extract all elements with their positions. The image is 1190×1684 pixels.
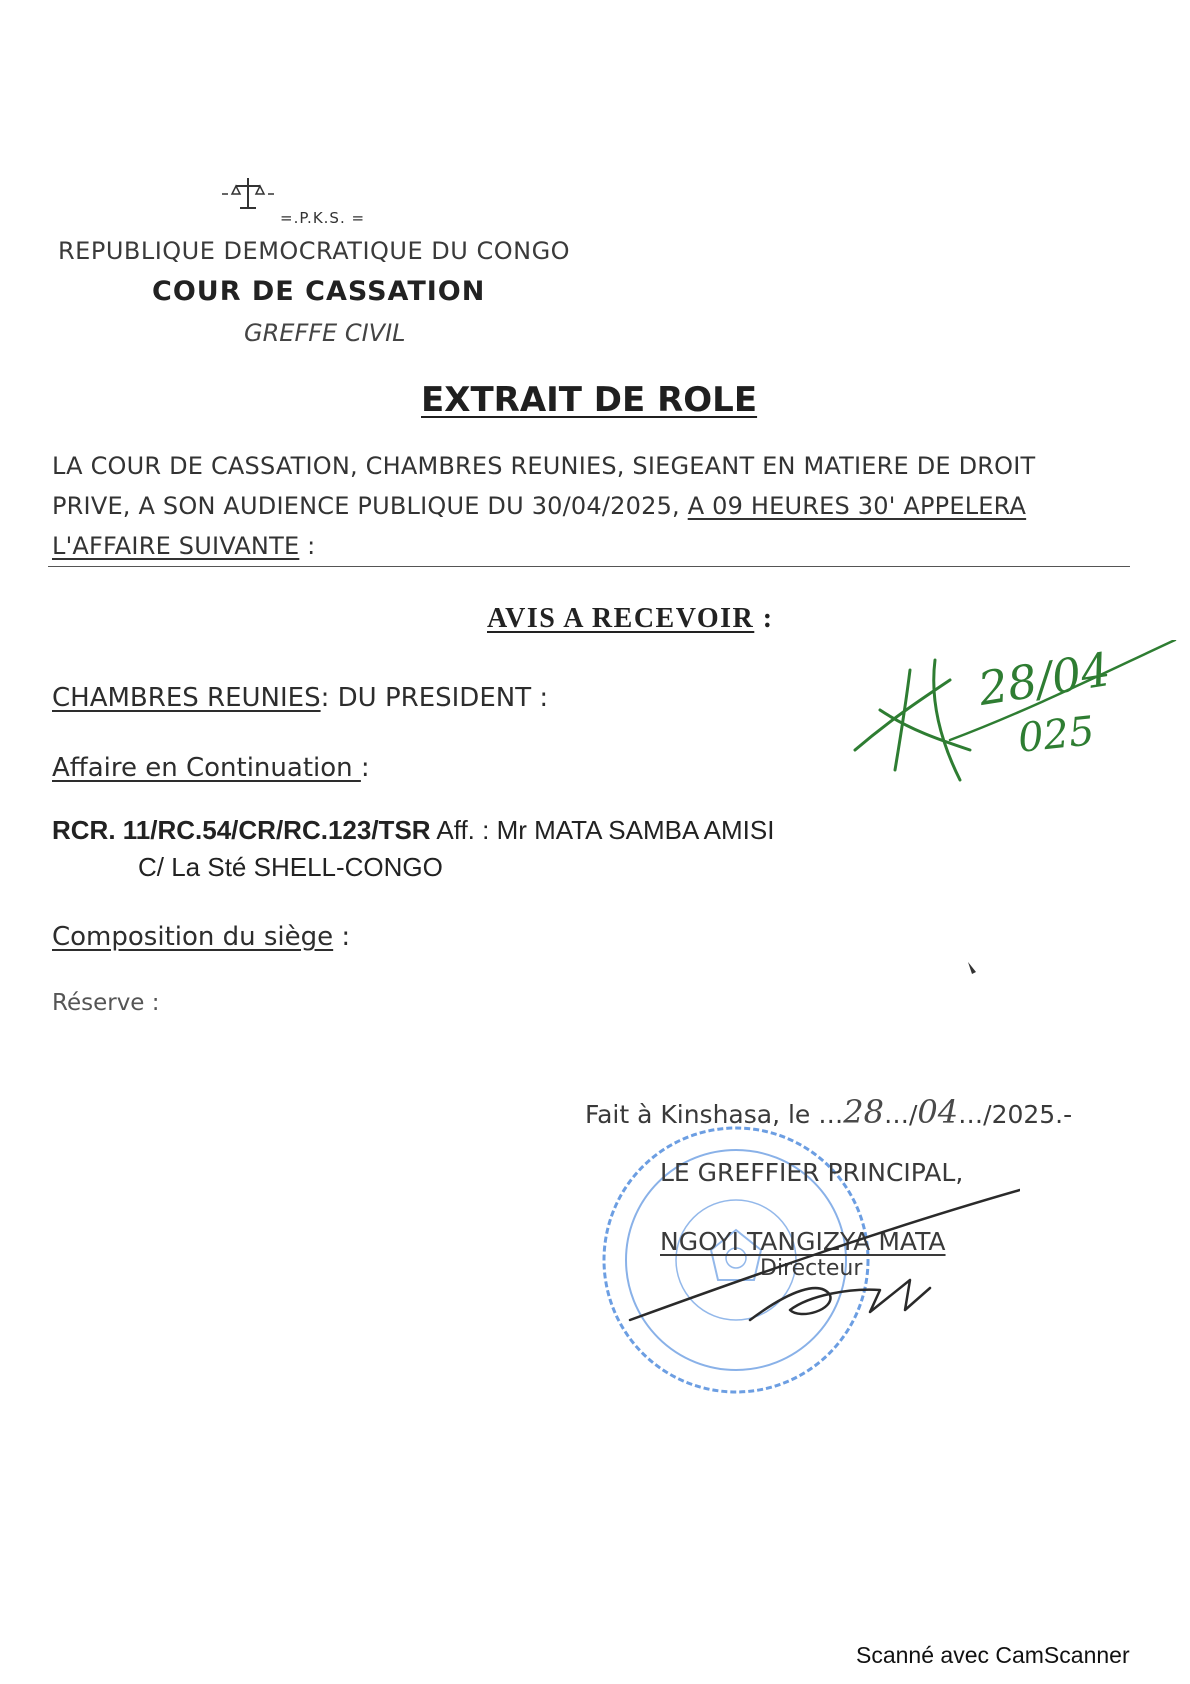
- intro-line-3-suffix: :: [299, 532, 316, 560]
- composition-label: Composition du siège: [52, 922, 334, 952]
- place-date-line: Fait à Kinshasa, le …28…/04…/2025.-: [585, 1093, 1073, 1131]
- office-name: GREFFE CIVIL: [244, 319, 406, 347]
- intro-line-3: [52, 532, 1132, 560]
- signatory-name: NGOYI TANGIZYA MATA: [660, 1227, 946, 1256]
- intro-affair: L'AFFAIRE SUIVANTE: [52, 532, 300, 560]
- annotation-date: 28/04: [974, 641, 1114, 717]
- case-number: RCR. 11/RC.54/CR/RC.123/TSR: [52, 815, 431, 845]
- signatory-title: Directeur: [760, 1256, 863, 1281]
- avis-text: AVIS A RECEVOIR: [487, 603, 755, 634]
- scales-emblem-icon: [218, 176, 278, 212]
- reserve-label: Réserve :: [52, 990, 160, 1016]
- document-title: EXTRAIT DE ROLE: [421, 380, 758, 420]
- composition-line: [52, 922, 350, 952]
- date-day: 28: [843, 1093, 884, 1131]
- intro-line-2-text: PRIVE, A SON AUDIENCE PUBLIQUE DU 30/04/2025,: [52, 492, 688, 520]
- case-line: [52, 815, 774, 846]
- affaire-suffix: :: [360, 753, 370, 783]
- composition-suffix: :: [333, 922, 351, 952]
- chambres-line: [52, 683, 548, 713]
- date-year: /2025.-: [983, 1100, 1073, 1129]
- intro-line-1: LA COUR DE CASSATION, CHAMBRES REUNIES, SIEGEANT EN MATIERE DE DROIT: [52, 452, 1036, 480]
- affaire-label: Affaire en Continuation: [52, 753, 361, 783]
- ink-mark-icon: [966, 960, 980, 976]
- horizontal-rule: [48, 566, 1130, 567]
- intro-line-2: [52, 492, 1132, 520]
- chambres-suffix: : DU PRESIDENT :: [320, 683, 549, 713]
- affaire-line: [52, 753, 370, 783]
- scanner-watermark: Scanné avec CamScanner: [856, 1642, 1130, 1668]
- chambres-label: CHAMBRES REUNIES: [52, 683, 321, 713]
- handwritten-signature: [620, 1170, 1020, 1330]
- annotation-year: 025: [1015, 708, 1097, 762]
- court-name: COUR DE CASSATION: [152, 276, 486, 307]
- place-text: Fait à Kinshasa, le: [585, 1100, 819, 1129]
- date-month: 04: [917, 1093, 959, 1131]
- signatory-position: LE GREFFIER PRINCIPAL,: [660, 1158, 964, 1187]
- country-name: REPUBLIQUE DEMOCRATIQUE DU CONGO: [58, 237, 571, 265]
- avis-heading: [487, 603, 774, 635]
- case-against: C/ La Sté SHELL-CONGO: [138, 852, 443, 882]
- case-parties: Aff. : Mr MATA SAMBA AMISI: [430, 815, 775, 845]
- avis-suffix: :: [754, 603, 774, 634]
- intro-hour: A 09 HEURES 30' APPELERA: [687, 492, 1027, 520]
- motto: =.P.K.S. =: [280, 209, 366, 227]
